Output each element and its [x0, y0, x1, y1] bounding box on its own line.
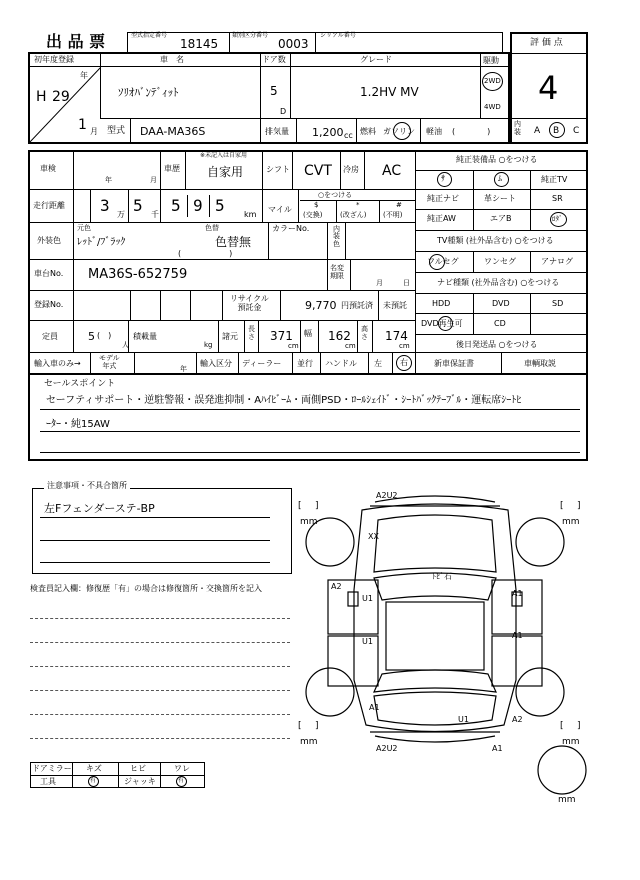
- length-unit: cm: [288, 342, 299, 350]
- legend-header-3: ヒビ: [130, 764, 146, 773]
- form-title: 出 品 票: [46, 32, 106, 51]
- interior-a: A: [534, 126, 541, 136]
- recycle-amount: 9,770: [305, 299, 337, 312]
- interior-label: 内 装: [514, 120, 521, 136]
- door-type: D: [280, 107, 287, 116]
- mark-hood: ﾄﾋﾞ石: [432, 572, 452, 581]
- later-item-1: 新車保証書: [434, 359, 474, 368]
- ac-value: AC: [382, 163, 402, 179]
- mm-spare: mm: [558, 795, 576, 805]
- mark-a2-left: A2: [331, 582, 342, 591]
- exchange-text: (交換): [303, 211, 323, 219]
- svg-text:[: [: [298, 501, 302, 511]
- registration-label: 登録No.: [34, 300, 64, 309]
- interior-b: B: [553, 126, 560, 136]
- exchange-symbol: $: [314, 201, 319, 209]
- tv-item-1: フルセグ: [427, 257, 459, 266]
- later-label: 後日発送品 ○をつける: [456, 340, 538, 349]
- width-value: 162: [328, 329, 351, 343]
- fuel-gasoline: ガソリン: [383, 127, 415, 136]
- steering-right: 右: [400, 358, 408, 367]
- name-change-label: 名変 期限: [330, 264, 344, 280]
- import-label: 輸入車のみ→: [34, 359, 81, 368]
- svg-text:[: [: [298, 721, 302, 731]
- capacity-unit: 人: [122, 341, 129, 349]
- mileage-sen: 千: [151, 210, 159, 219]
- load-unit: kg: [204, 341, 213, 349]
- first-reg-year: 29: [52, 89, 70, 105]
- unknown-symbol: #: [396, 201, 402, 209]
- displacement-unit: cc: [344, 131, 353, 140]
- navi-item-1: HDD: [432, 299, 451, 308]
- mileage-digit-3: 5: [171, 196, 181, 215]
- legend-row2-2: 有: [90, 777, 97, 784]
- legend-row2-1: 工具: [40, 777, 56, 786]
- unknown-text: (不明): [383, 211, 403, 219]
- name-change-month: 月: [376, 279, 383, 287]
- svg-text:[: [: [560, 501, 564, 511]
- interior-color-label: 内 装 色: [333, 225, 340, 248]
- mileage-label: 走行距離: [33, 201, 65, 210]
- tamper-text: (改ざん): [340, 211, 367, 219]
- grade-value: 1.2HV MV: [360, 85, 419, 99]
- score-label: 評 価 点: [530, 38, 563, 48]
- shift-label: シフト: [266, 165, 290, 174]
- drive-2wd: 2WD: [484, 77, 501, 85]
- legend-header-4: ワレ: [174, 764, 190, 773]
- sales-label: セールスポイント: [44, 379, 116, 389]
- category-value: 0003: [278, 37, 309, 51]
- legend-row2-4: 有: [178, 777, 185, 784]
- orig-color-label: 元色: [77, 224, 91, 232]
- serial-label: シリアル番号: [320, 32, 356, 39]
- score-value: 4: [538, 69, 559, 107]
- mileage-digit-4: 9: [193, 196, 203, 215]
- fuel-diesel: 軽油: [426, 127, 442, 136]
- name-change-day: 日: [403, 279, 410, 287]
- interior-c: C: [573, 126, 580, 136]
- mileage-digit-5: 5: [215, 196, 225, 215]
- steering-label: ハンドル: [325, 359, 357, 368]
- length-label: 長 さ: [248, 325, 255, 341]
- tamper-symbol: *: [356, 201, 360, 209]
- inspector-label: 検査員記入欄：修復歴「有」の場合は修復箇所・交換箇所を記入: [30, 584, 262, 593]
- recycle-status: 円預託済: [341, 301, 373, 310]
- car-damage-diagram: [290, 480, 590, 810]
- recycle-unpaid: 未預託: [383, 301, 407, 310]
- navi-label: ナビ種類 (社外品含む) ○をつける: [437, 278, 560, 287]
- mark-a1-right2: A1: [512, 631, 523, 640]
- dims-label: 諸元: [222, 332, 238, 341]
- notes-label: 注意事項・不具合箇所: [44, 482, 130, 490]
- later-item-2: 車輌取説: [524, 359, 556, 368]
- grade-label: グレード: [360, 55, 392, 64]
- svg-text:[: [: [560, 721, 564, 731]
- mm-fl: mm: [300, 517, 318, 527]
- legend-header-1: ドアミラー: [32, 764, 72, 773]
- equip-item-8: エアB: [490, 214, 512, 223]
- recycle-label: リサイクル 預託金: [230, 294, 269, 313]
- inspection-month: 月: [150, 176, 157, 184]
- equip-item-7: 純正AW: [427, 214, 456, 223]
- color-no-label: カラーNo.: [272, 224, 310, 233]
- color-label: 外装色: [37, 236, 61, 245]
- width-unit: cm: [345, 342, 356, 350]
- drive-4wd: 4WD: [484, 103, 501, 111]
- car-name-label: 車 名: [160, 55, 184, 64]
- mark-rear-bumper: A2U2: [376, 744, 398, 753]
- fuel-paren: ( ): [452, 127, 491, 136]
- svg-text:]: ]: [315, 501, 319, 511]
- mile-label: マイル: [268, 205, 292, 214]
- equip-item-2: ﾑ: [498, 174, 502, 183]
- equip-item-4: 純正ナビ: [427, 194, 459, 203]
- svg-text:]: ]: [577, 721, 581, 731]
- mark-u1-left1: U1: [362, 594, 373, 603]
- color-paren: ( ): [178, 249, 233, 258]
- doors-label: ドア数: [262, 55, 286, 64]
- svg-text:]: ]: [315, 721, 319, 731]
- height-value: 174: [385, 329, 408, 343]
- height-unit: cm: [399, 342, 410, 350]
- model-label: 型式: [107, 126, 126, 136]
- parallel-option: 並行: [297, 359, 313, 368]
- equip-item-3: 純正TV: [541, 175, 568, 184]
- first-reg-era: H: [36, 89, 47, 105]
- genuine-label: 純正装備品 ○をつける: [456, 155, 538, 164]
- displacement-label: 排気量: [265, 127, 289, 136]
- tv-label: TV種類 (社外品含む) ○をつける: [437, 236, 554, 245]
- mileage-digit-1: 3: [100, 196, 110, 215]
- length-value: 371: [270, 329, 293, 343]
- capacity-value: 5: [88, 330, 95, 343]
- mark-u1-rear: U1: [458, 715, 469, 724]
- equip-item-9: ﾛﾀﾞ: [552, 215, 563, 223]
- mark-a1-right1: A1: [512, 589, 523, 598]
- equip-item-5: 革シート: [484, 194, 516, 203]
- steering-left: 左: [374, 359, 382, 368]
- import-type-label: 輸入区分: [200, 359, 232, 368]
- legend-header-2: キズ: [86, 764, 102, 773]
- drive-label: 駆動: [483, 56, 499, 65]
- mark-a1-left-rear: A1: [369, 703, 380, 712]
- height-label: 高 さ: [361, 325, 368, 341]
- sales-line-1: セーフティサポート・逆駐警報・誤発進抑制・Aﾊｲﾋﾞｰﾑ・両側PSD・ﾛｰﾙｼｪｲﾄﾞ・ｼｰﾄﾊﾞｯｸﾃｰﾌﾞﾙ・運転席ｼｰﾄﾋ: [46, 395, 522, 406]
- dealer-option: ディーラー: [242, 359, 282, 368]
- chassis-value: MA36S-652759: [88, 267, 188, 282]
- mm-rr: mm: [562, 737, 580, 747]
- first-reg-year-unit: 年: [80, 71, 88, 80]
- mileage-check-note: ○をつける: [318, 191, 353, 199]
- legend-row2-3: ジャッキ: [124, 777, 156, 786]
- model-designation-label: 型式指定番号: [131, 32, 168, 39]
- inspection-year: 年: [105, 176, 112, 184]
- width-label: 幅: [304, 329, 312, 338]
- equip-item-6: SR: [552, 194, 563, 203]
- navi-item-4: DVD再生可: [421, 319, 463, 328]
- history-value: 自家用: [207, 165, 244, 179]
- mm-rl: mm: [300, 737, 318, 747]
- mm-fr: mm: [562, 517, 580, 527]
- sales-line-2: ｰﾀｰ・純15AW: [46, 419, 110, 430]
- model-year-label: モデル 年式: [99, 354, 120, 370]
- capacity-paren: ( ): [97, 331, 112, 340]
- mark-u1-left2: U1: [362, 637, 373, 646]
- first-reg-month-unit: 月: [90, 127, 98, 136]
- chassis-label: 車台No.: [34, 269, 64, 278]
- car-name-value: ｿﾘｵﾊﾞﾝﾃﾞｨｯﾄ: [118, 86, 179, 99]
- mileage-digit-2: 5: [133, 196, 143, 215]
- mark-xx: XX: [368, 532, 379, 541]
- model-designation-value: 18145: [180, 37, 219, 51]
- color-change-value: 色替無: [215, 235, 252, 249]
- equip-item-1: ｻ: [441, 174, 445, 183]
- displacement-value: 1,200: [312, 126, 344, 139]
- history-note: ※未記入は自家用: [200, 152, 248, 159]
- navi-item-3: SD: [552, 299, 564, 308]
- model-year-unit: 年: [180, 365, 187, 373]
- first-reg-month: 1: [78, 117, 87, 133]
- orig-color-value: ﾚｯﾄﾞ/ﾌﾞﾗｯｸ: [77, 237, 126, 248]
- navi-item-2: DVD: [492, 299, 510, 308]
- doors-value: 5: [270, 84, 278, 98]
- tv-item-3: アナログ: [541, 257, 573, 266]
- load-label: 積載量: [133, 332, 157, 341]
- mark-front-bumper: A2U2: [376, 491, 398, 500]
- ac-label: 冷房: [343, 165, 359, 174]
- mark-a1-rear-right: A1: [492, 744, 503, 753]
- color-change-label: 色替: [205, 224, 219, 232]
- tv-item-2: ワンセグ: [484, 257, 516, 266]
- mark-a2-rear: A2: [512, 715, 523, 724]
- capacity-label: 定員: [42, 332, 58, 341]
- category-label: 類別区分番号: [232, 32, 269, 39]
- inspection-label: 車検: [40, 164, 56, 173]
- notes-line-1: 左Fフェンダーステ-BP: [44, 502, 155, 515]
- mileage-km: km: [244, 210, 257, 219]
- first-reg-label: 初年度登録: [34, 55, 74, 64]
- navi-item-5: CD: [494, 319, 506, 328]
- svg-text:]: ]: [577, 501, 581, 511]
- model-value: DAA-MA36S: [140, 125, 206, 138]
- mileage-man: 万: [117, 210, 125, 219]
- shift-value: CVT: [304, 163, 332, 179]
- history-label: 車歴: [164, 164, 180, 173]
- fuel-label: 燃料: [360, 127, 376, 136]
